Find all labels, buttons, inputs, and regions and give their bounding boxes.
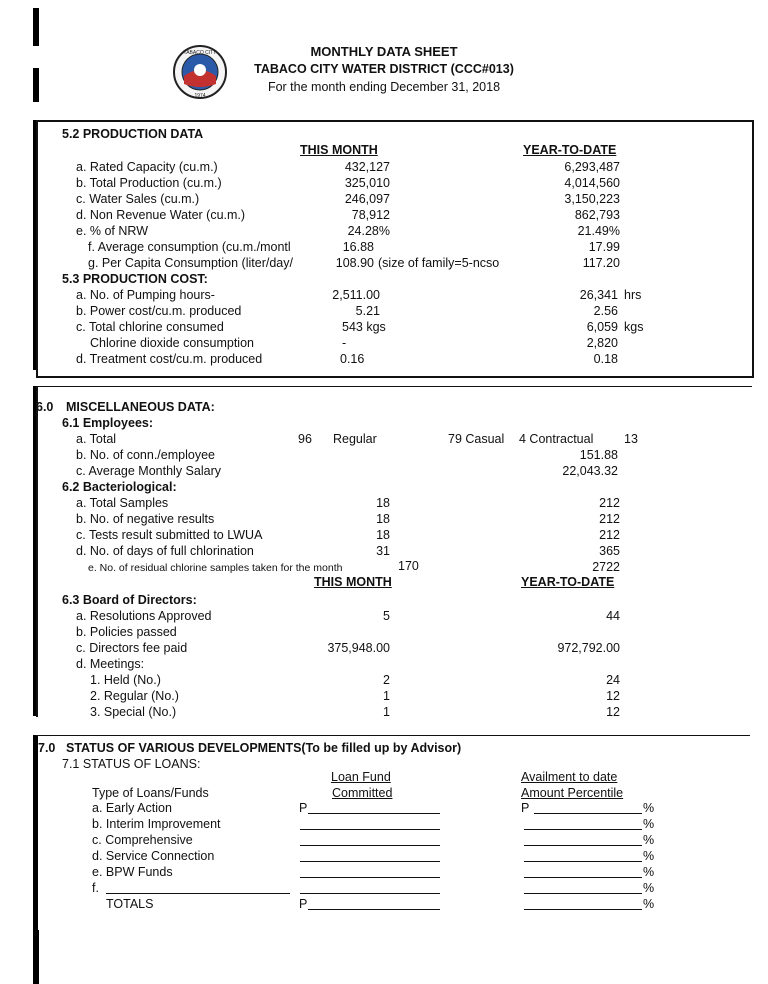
scan-mark — [33, 930, 39, 984]
ytd-value: 26,341 — [579, 288, 618, 302]
ytd-value: 212 — [599, 496, 620, 510]
column-header-year-to-date: YEAR-TO-DATE — [523, 143, 617, 157]
month-value: 375,948.00 — [327, 641, 390, 655]
scan-mark — [33, 8, 39, 46]
percent-sign: % — [643, 897, 655, 911]
month-value: 543 kgs — [342, 320, 386, 334]
peso-sign: P — [521, 801, 530, 815]
ytd-value: 212 — [599, 528, 620, 542]
month-value: 16.88 — [342, 240, 374, 254]
ytd-value: 0.18 — [593, 352, 618, 366]
row-label: b. Total Production (cu.m.) — [76, 176, 222, 190]
fill-in-line[interactable] — [524, 845, 642, 846]
row-label: e. No. of residual chlorine samples taken for the month — [88, 562, 343, 574]
fill-in-line[interactable] — [534, 813, 642, 814]
month-value: 246,097 — [344, 192, 390, 206]
row-label: c. Water Sales (cu.m.) — [76, 192, 200, 206]
column-header-loan-fund: Loan Fund — [331, 770, 391, 784]
subsection-heading: 6.1 Employees: — [62, 416, 154, 430]
row-label: c. Directors fee paid — [76, 641, 188, 655]
svg-text:1974: 1974 — [194, 93, 206, 99]
fill-in-line[interactable] — [300, 877, 440, 878]
row-label: f. Average consumption (cu.m./montl — [88, 240, 291, 254]
month-value: 18 — [376, 512, 390, 526]
ytd-value: 4,014,560 — [564, 176, 620, 190]
fill-in-line[interactable] — [106, 893, 290, 894]
month-value: 0.16 — [340, 352, 365, 366]
fill-in-line[interactable] — [300, 861, 440, 862]
fill-in-line[interactable] — [300, 829, 440, 830]
row-label: c. Tests result submitted to LWUA — [76, 528, 263, 542]
row-label: a. Rated Capacity (cu.m.) — [76, 160, 218, 174]
fill-in-line[interactable] — [524, 861, 642, 862]
section-heading: 5.2 PRODUCTION DATA — [62, 127, 204, 141]
row-label: 3. Special (No.) — [90, 705, 177, 719]
loan-type-label: f. — [92, 881, 99, 895]
month-value: 108.90 — [335, 256, 374, 270]
employee-total: 96 — [298, 432, 312, 446]
month-value: 24.28% — [347, 224, 390, 238]
row-label: a. Total Samples — [76, 496, 169, 510]
loan-type-label: b. Interim Improvement — [92, 817, 221, 831]
row-label: Chlorine dioxide consumption — [90, 336, 254, 350]
ytd-value: 151.88 — [579, 448, 618, 462]
district-name: TABACO CITY WATER DISTRICT (CCC#013) — [254, 62, 514, 76]
row-label: 2. Regular (No.) — [90, 689, 179, 703]
loan-type-label: a. Early Action — [92, 801, 172, 815]
section-heading: MISCELLANEOUS DATA: — [66, 400, 215, 414]
section-heading: 5.3 PRODUCTION COST: — [62, 272, 208, 286]
row-label: c. Total chlorine consumed — [76, 320, 224, 334]
month-value: 1 — [383, 705, 390, 719]
month-value: 78,912 — [351, 208, 390, 222]
column-header-year-to-date: YEAR-TO-DATE — [521, 575, 615, 589]
svg-text:TABACO CITY: TABACO CITY — [183, 50, 217, 56]
ytd-value: 44 — [606, 609, 620, 623]
ytd-value: 365 — [599, 544, 620, 558]
percent-sign: % — [643, 801, 655, 815]
ytd-value: 2,820 — [586, 336, 618, 350]
section-number: 6.0 — [36, 400, 54, 414]
percent-sign: % — [643, 881, 655, 895]
month-value: 5.21 — [355, 304, 380, 318]
ytd-value: 22,043.32 — [562, 464, 618, 478]
row-label: d. No. of days of full chlorination — [76, 544, 254, 558]
loan-type-label: e. BPW Funds — [92, 865, 173, 879]
column-header-this-month: THIS MONTH — [314, 575, 392, 589]
ytd-value: 2.56 — [593, 304, 618, 318]
percent-sign: % — [643, 833, 655, 847]
subsection-heading: 7.1 STATUS OF LOANS: — [62, 757, 201, 771]
regular-label: Regular — [333, 432, 377, 446]
page-title: MONTHLY DATA SHEET — [310, 44, 458, 59]
row-label: d. Meetings: — [76, 657, 145, 671]
row-label: 1. Held (No.) — [90, 673, 161, 687]
column-header-committed: Committed — [332, 786, 393, 800]
column-header-percentile: Amount Percentile — [521, 786, 624, 800]
report-period: For the month ending December 31, 2018 — [267, 80, 501, 94]
month-value: - — [342, 336, 347, 350]
fill-in-line[interactable] — [524, 877, 642, 878]
row-label: a. No. of Pumping hours- — [76, 288, 215, 302]
column-header-availment: Availment to date — [521, 770, 618, 784]
fill-in-line[interactable] — [308, 909, 440, 910]
percent-sign: % — [643, 865, 655, 879]
section-heading: STATUS OF VARIOUS DEVELOPMENTS(To be filled up by Advisor) — [66, 741, 462, 755]
scan-mark — [33, 735, 38, 935]
month-value: 432,127 — [344, 160, 390, 174]
ytd-value: 12 — [606, 689, 620, 703]
month-value: 31 — [376, 544, 390, 558]
subsection-heading: 6.2 Bacteriological: — [62, 480, 177, 494]
fill-in-line[interactable] — [524, 909, 642, 910]
water-district-logo — [166, 44, 234, 100]
unit-label: kgs — [624, 320, 644, 334]
fill-in-line[interactable] — [308, 813, 440, 814]
section-divider — [36, 735, 750, 736]
ytd-value: 862,793 — [574, 208, 620, 222]
row-label: b. No. of negative results — [76, 512, 215, 526]
row-label: b. Policies passed — [76, 625, 177, 639]
ytd-value: 17.99 — [588, 240, 620, 254]
row-label: c. Average Monthly Salary — [76, 464, 221, 478]
month-value: 18 — [376, 528, 390, 542]
month-value: 1 — [383, 689, 390, 703]
ytd-value: 12 — [606, 705, 620, 719]
row-label: d. Treatment cost/cu.m. produced — [76, 352, 263, 366]
month-value: 5 — [383, 609, 390, 623]
section-number: 7.0 — [38, 741, 56, 755]
peso-sign: P — [299, 801, 308, 815]
column-header-this-month: THIS MONTH — [300, 143, 378, 157]
ytd-value: 3,150,223 — [564, 192, 620, 206]
loan-type-label: d. Service Connection — [92, 849, 215, 863]
month-value: 2 — [383, 673, 390, 687]
row-label: e. % of NRW — [76, 224, 149, 238]
row-label: a. Total — [76, 432, 117, 446]
row-label: b. Power cost/cu.m. produced — [76, 304, 242, 318]
fill-in-line[interactable] — [524, 829, 642, 830]
row-label: g. Per Capita Consumption (liter/day/ — [88, 256, 293, 270]
percent-sign: % — [643, 817, 655, 831]
unit-label: hrs — [624, 288, 642, 302]
percent-sign: % — [643, 849, 655, 863]
contractual-label: 4 Contractual — [519, 432, 594, 446]
ytd-value: 2722 — [592, 560, 620, 574]
ytd-value: 6,059 — [586, 320, 618, 334]
ytd-value: 21.49% — [577, 224, 620, 238]
peso-sign: P — [299, 897, 308, 911]
month-value: 2,511.00 — [332, 288, 380, 302]
row-label: b. No. of conn./employee — [76, 448, 215, 462]
month-value: 325,010 — [344, 176, 390, 190]
casual-count: 79 Casual — [448, 432, 505, 446]
fill-in-line[interactable] — [300, 893, 440, 894]
contractual-count: 13 — [624, 432, 638, 446]
ytd-value: 6,293,487 — [564, 160, 620, 174]
subsection-heading: 6.3 Board of Directors: — [62, 593, 197, 607]
ytd-value: 24 — [606, 673, 620, 687]
ytd-value: 972,792.00 — [557, 641, 620, 655]
row-label: d. Non Revenue Water (cu.m.) — [76, 208, 246, 222]
ytd-value: 212 — [599, 512, 620, 526]
scan-mark — [33, 68, 39, 102]
totals-label: TOTALS — [106, 897, 154, 911]
loan-type-label: c. Comprehensive — [92, 833, 193, 847]
month-value: 170 — [398, 559, 419, 573]
month-value: 18 — [376, 496, 390, 510]
family-size-note: (size of family=5-ncso — [378, 256, 500, 270]
ytd-value: 117.20 — [582, 256, 620, 270]
fill-in-line[interactable] — [300, 845, 440, 846]
loan-type-heading: Type of Loans/Funds — [92, 786, 209, 800]
fill-in-line[interactable] — [524, 893, 642, 894]
row-label: a. Resolutions Approved — [76, 609, 212, 623]
